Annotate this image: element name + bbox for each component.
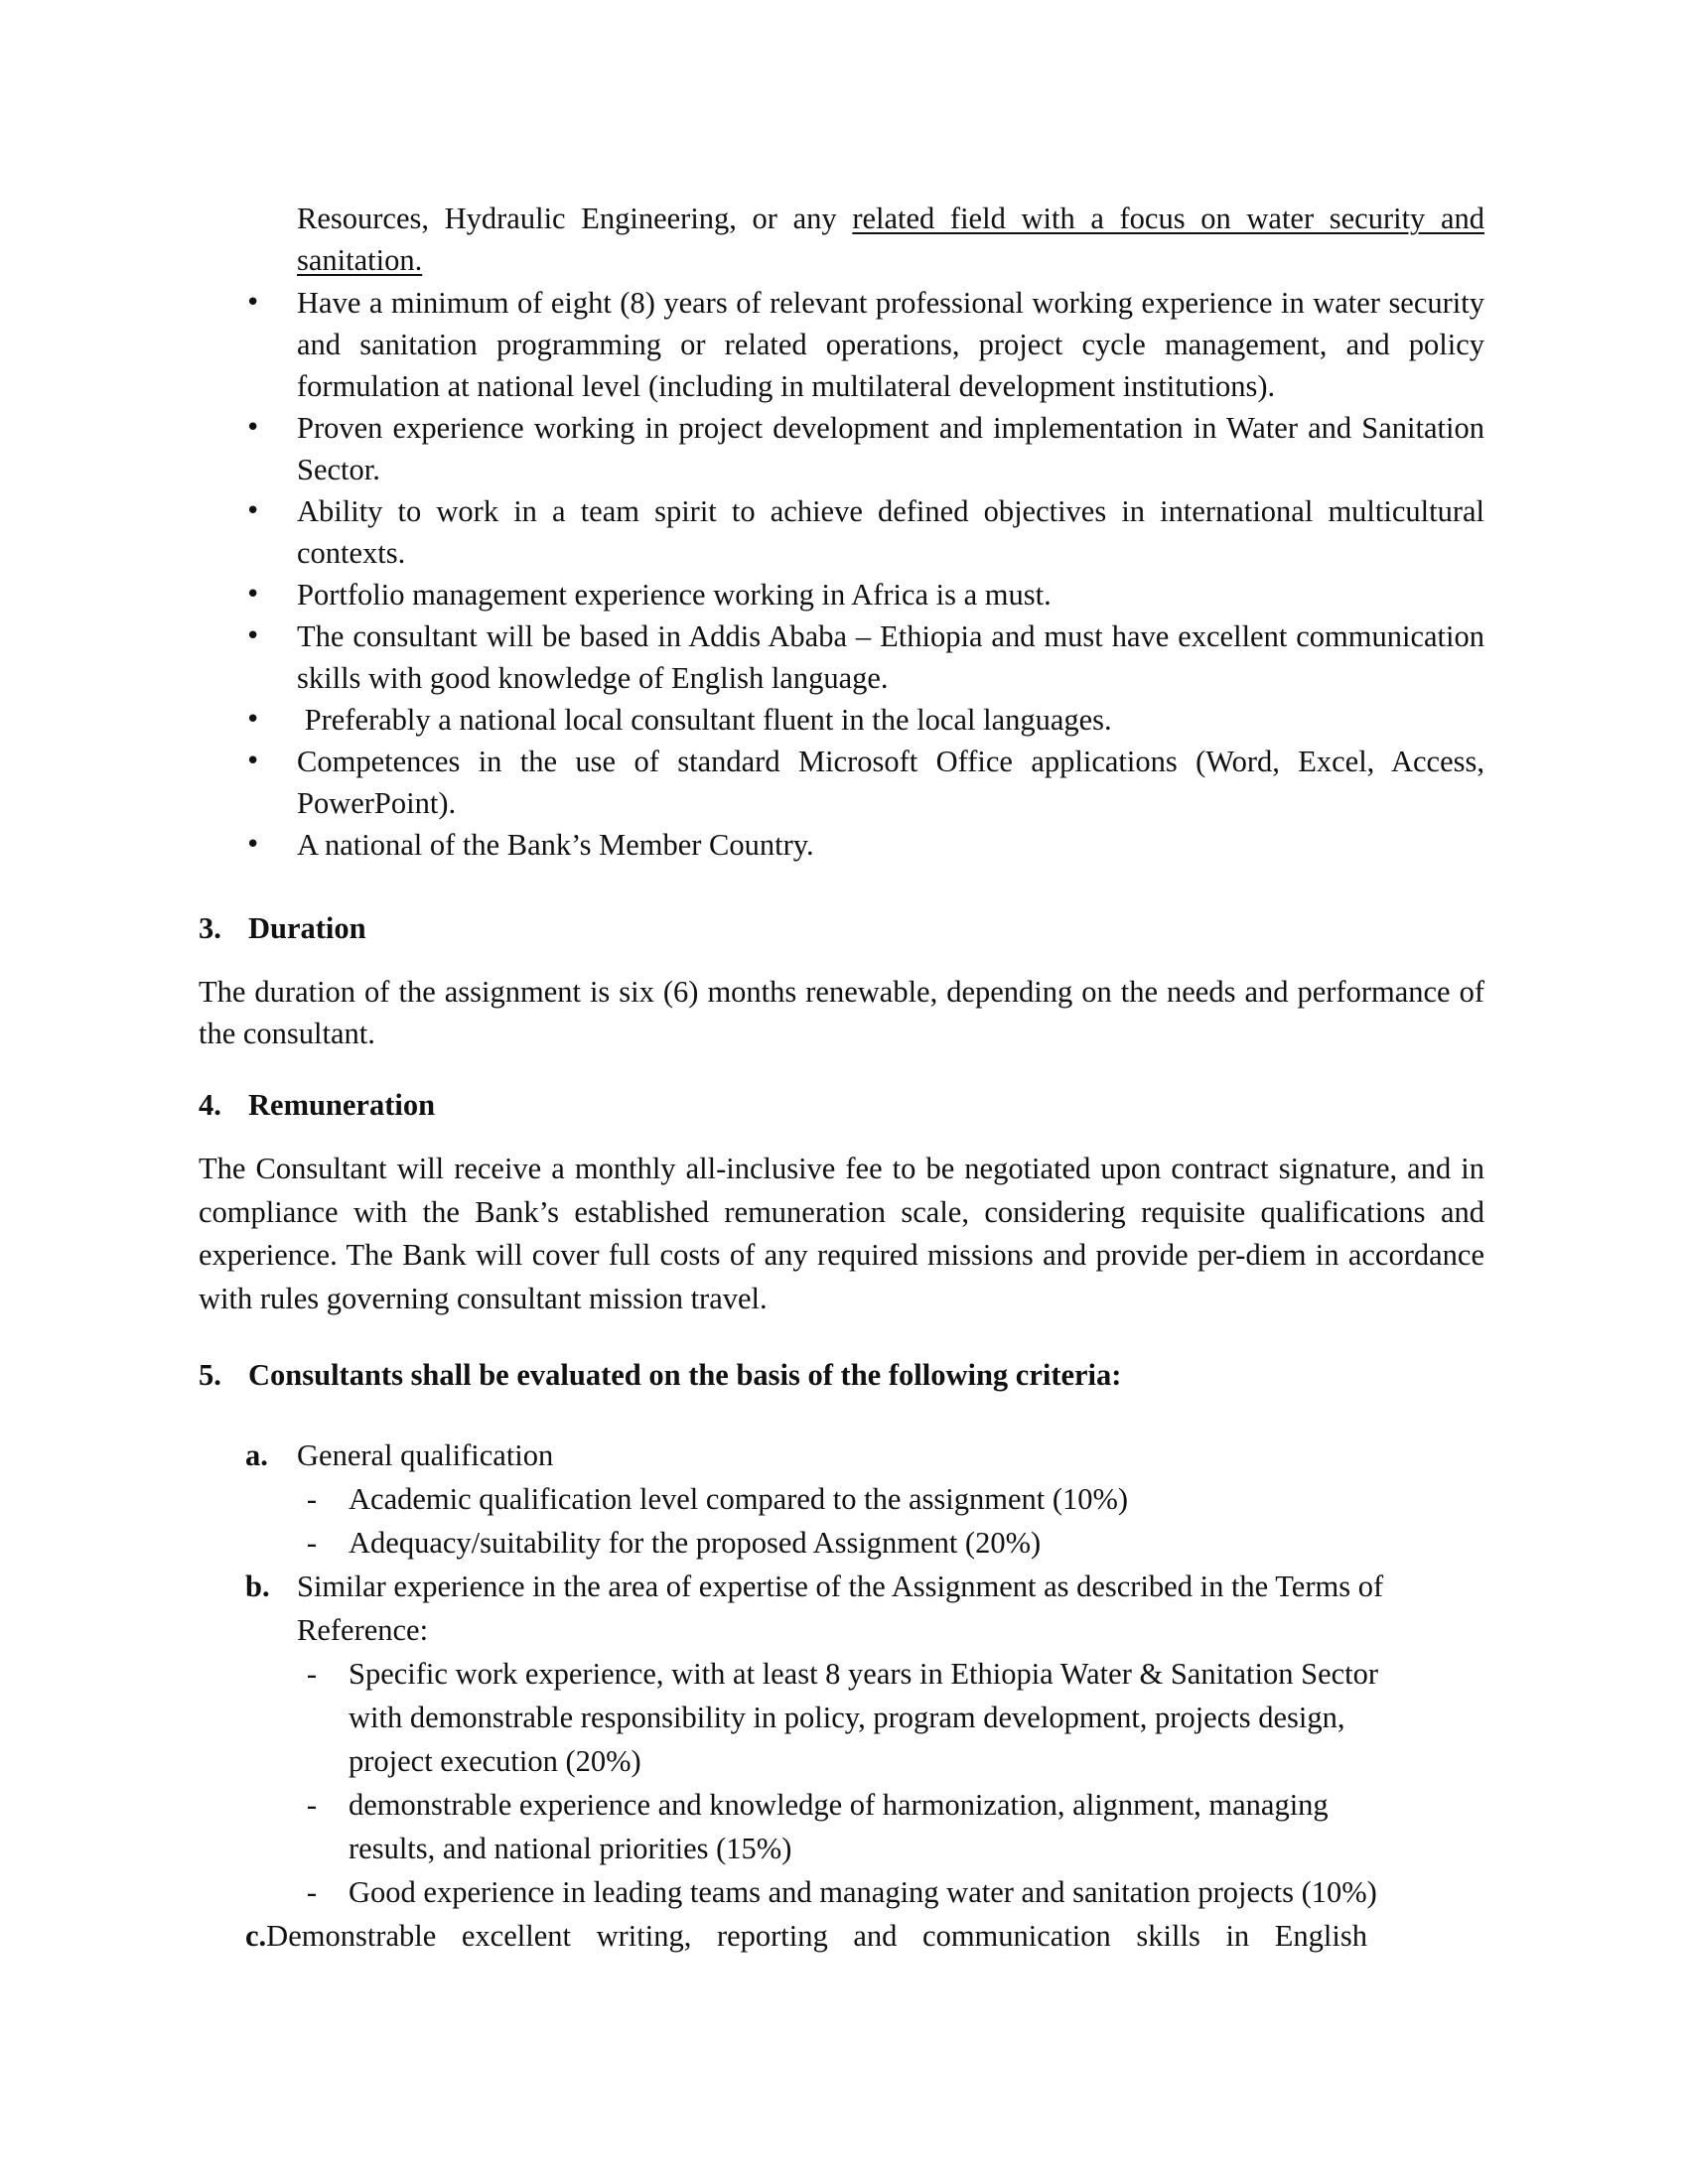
criteria-list [245, 1433, 1484, 1958]
sub-item-text: Good experience in leading teams and managing water and sanitation projects (10%) [349, 1875, 1377, 1909]
list-item-text: A national of the Bank’s Member Country. [297, 828, 814, 862]
bullet-glyph: • [245, 747, 261, 776]
bullet-glyph: • [245, 413, 261, 443]
criteria-item-text: Demonstrable excellent writing, reporting and communication skills in English [266, 1919, 1367, 1953]
dash-glyph: - [306, 1788, 318, 1822]
list-item [306, 1521, 1484, 1565]
continuation-text: Resources, Hydraulic Engineering, or any [297, 202, 853, 235]
dash-glyph: - [306, 1526, 318, 1560]
criteria-letter: c. [245, 1919, 267, 1953]
list-item [199, 282, 1484, 407]
section-title: Duration [248, 911, 366, 945]
requirements-list [199, 282, 1484, 866]
sub-item-text: demonstrable experience and knowledge of harmonization, alignment, managing results, and national priorities (15%) [349, 1788, 1329, 1865]
sub-item-text: Academic qualification level compared to the assignment (10%) [349, 1482, 1129, 1516]
criteria-sub-list [297, 1652, 1381, 1914]
dash-glyph: - [306, 1657, 318, 1691]
dash-glyph: - [306, 1875, 318, 1909]
list-item [199, 615, 1484, 699]
criteria-item-c [245, 1914, 1367, 1958]
bullet-glyph: • [245, 580, 261, 610]
criteria-item-b [245, 1565, 1421, 1914]
section-heading-criteria [199, 1354, 1121, 1396]
section-title: Remuneration [248, 1088, 436, 1122]
bullet-glyph: • [245, 830, 261, 860]
criteria-sub-list [297, 1477, 1484, 1565]
duration-paragraph: The duration of the assignment is six (6) months renewable, depending on the needs and performance of the consultant. [199, 975, 1484, 1050]
section-title: Consultants shall be evaluated on the basis of the following criteria: [248, 1358, 1122, 1392]
bullet-glyph: • [245, 496, 261, 526]
list-item [306, 1870, 1381, 1914]
list-item-text: Preferably a national local consultant fluent in the local languages. [297, 703, 1112, 737]
section-heading-remuneration [199, 1084, 435, 1126]
list-item-text: The consultant will be based in Addis Ababa – Ethiopia and must have excellent communication skills with good knowledge of English language. [297, 619, 1484, 695]
list-item [199, 407, 1484, 490]
section-heading-duration [199, 907, 366, 949]
list-item [199, 824, 1484, 866]
list-item [199, 699, 1484, 741]
list-item [306, 1652, 1381, 1783]
section-number: 5. [199, 1358, 221, 1392]
remuneration-paragraph: The Consultant will receive a monthly all-inclusive fee to be negotiated upon contract signature, and in compliance with the Bank’s established remuneration scale, considering requisite qualifications and experience. The Bank will cover full costs of any required missions and provide per-diem in accordance with rules governing consultant mission travel. [199, 1152, 1484, 1315]
list-item-text: Proven experience working in project development and implementation in Water and Sanitation Sector. [297, 411, 1484, 486]
list-item-text: Competences in the use of standard Microsoft Office applications (Word, Excel, Access, PowerPoint). [297, 745, 1484, 820]
list-item-text: Portfolio management experience working in Africa is a must. [297, 578, 1052, 612]
bullet-glyph: • [245, 621, 261, 651]
sub-item-text: Specific work experience, with at least 8 years in Ethiopia Water & Sanitation Sector with demonstrable responsibility in policy, program development, projects design, project execution (20%) [349, 1657, 1379, 1778]
criteria-item-text: General qualification [297, 1438, 554, 1472]
section-number: 4. [199, 1088, 221, 1122]
sub-item-text: Adequacy/suitability for the proposed Assignment (20%) [349, 1526, 1042, 1560]
criteria-letter: b. [245, 1570, 270, 1603]
continuation-paragraph [297, 198, 1484, 281]
list-item [199, 574, 1484, 615]
continuation-underlined-text: related field with a focus on water security and sanitation. [297, 202, 1484, 277]
bullet-glyph: • [245, 288, 261, 318]
criteria-letter: a. [245, 1438, 268, 1472]
dash-glyph: - [306, 1482, 318, 1516]
list-item [306, 1783, 1381, 1870]
criteria-item-a [245, 1433, 1484, 1565]
list-item [306, 1477, 1484, 1521]
bullet-glyph: • [245, 705, 261, 735]
list-item [199, 741, 1484, 824]
list-item-text: Ability to work in a team spirit to achieve defined objectives in international multicultural contexts. [297, 494, 1484, 570]
criteria-item-text: Similar experience in the area of expertise of the Assignment as described in the Terms of Reference: [297, 1570, 1384, 1647]
list-item-text: Have a minimum of eight (8) years of relevant professional working experience in water security and sanitation programming or related operations, project cycle management, and policy formulation at national level (including in multilateral development institutions). [297, 286, 1484, 403]
section-number: 3. [199, 911, 221, 945]
list-item [199, 490, 1484, 574]
